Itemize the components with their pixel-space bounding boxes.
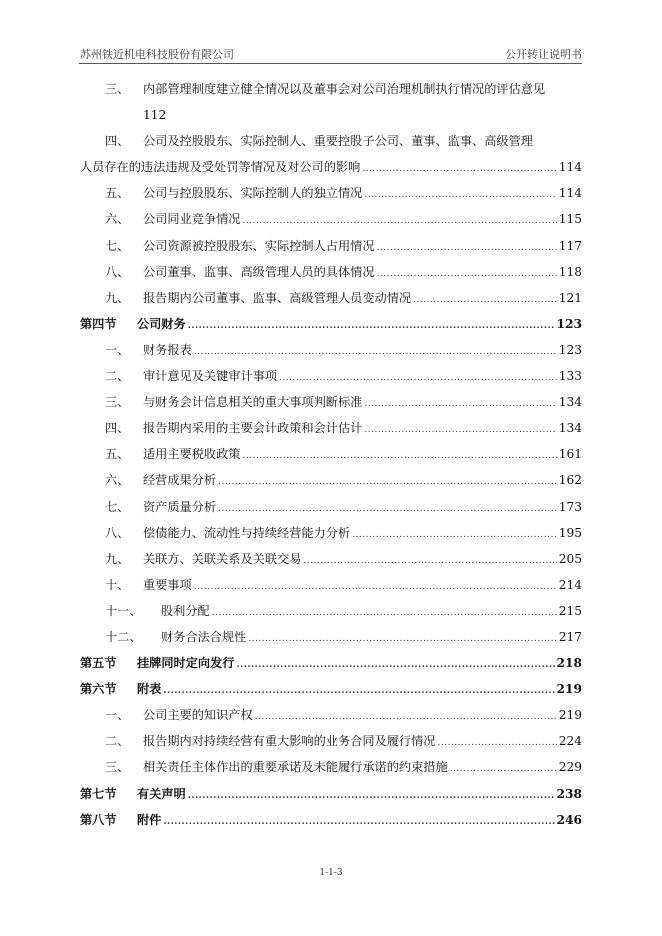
toc-entry[interactable] — [80, 572, 582, 598]
toc-entry-title: 财务合法合规性 — [161, 629, 247, 644]
dot-leader — [243, 443, 557, 469]
toc-entry-number: 七、 — [105, 499, 130, 514]
toc-entry-number: 九、 — [105, 551, 130, 566]
toc-entry-number: 三、 — [105, 760, 130, 775]
toc-entry[interactable] — [80, 206, 582, 232]
toc-entry[interactable] — [80, 76, 582, 102]
toc-section-number: 第八节 — [80, 812, 117, 827]
toc-section-page: 218 — [556, 656, 582, 671]
dot-leader — [438, 730, 557, 756]
toc-entry-number: 十一、 — [105, 603, 142, 618]
toc-entry-page: 121 — [558, 290, 582, 305]
toc-section-title: 附表 — [137, 682, 162, 697]
toc-entry[interactable] — [80, 233, 582, 259]
toc-entry-number: 一、 — [105, 708, 130, 723]
toc-section-title: 挂牌同时定向发行 — [137, 656, 235, 671]
toc-entry[interactable] — [80, 624, 582, 650]
toc-entry-number: 三、 — [105, 82, 130, 96]
toc-entry-title: 报告期内对持续经营有重大影响的业务合同及履行情况 — [143, 734, 436, 749]
toc-entry-title: 公司主要的知识产权 — [143, 708, 253, 723]
toc-entry-title: 财务报表 — [143, 342, 192, 357]
toc-entry-title: 经营成果分析 — [143, 473, 217, 488]
toc-entry-page: 133 — [558, 369, 582, 384]
toc-entry-continuation[interactable] — [80, 154, 582, 180]
toc-section-number: 第六节 — [80, 682, 117, 697]
toc-entry-number: 九、 — [105, 290, 130, 305]
dot-leader — [279, 365, 557, 391]
toc-entry-page: 217 — [558, 629, 582, 644]
toc-entry-title-cont: 人员存在的违法违规及受处罚等情况及对公司的影响 — [80, 160, 361, 175]
toc-entry-title: 报告期内采用的主要会计政策和会计估计 — [143, 421, 363, 436]
toc-entry-page: 173 — [558, 499, 582, 514]
toc-entry-title: 公司同业竞争情况 — [143, 212, 241, 227]
toc-entry[interactable] — [80, 363, 582, 389]
toc-entry[interactable] — [80, 128, 582, 154]
toc-entry-title: 股利分配 — [161, 603, 210, 618]
dot-leader — [243, 208, 557, 234]
toc-entry-title: 公司资源被控股股东、实际控制人占用情况 — [143, 238, 375, 253]
toc-entry[interactable] — [80, 520, 582, 546]
dot-leader — [163, 809, 554, 835]
toc-section[interactable] — [80, 807, 582, 833]
dot-leader — [413, 287, 557, 313]
toc-section-number: 第四节 — [80, 316, 117, 331]
dot-leader — [450, 756, 557, 782]
header-divider — [79, 63, 582, 64]
dot-leader — [163, 678, 554, 704]
toc-entry-number: 二、 — [105, 369, 130, 384]
toc-entry-title: 适用主要税收政策 — [143, 447, 241, 462]
toc-section[interactable] — [80, 676, 582, 702]
dot-leader — [212, 600, 557, 626]
toc-entry-title: 内部管理制度建立健全情况以及董事会对公司治理机制执行情况的评估意见 — [143, 82, 546, 96]
toc-entry-title: 与财务会计信息相关的重大事项判断标准 — [143, 395, 363, 410]
toc-entry[interactable] — [80, 389, 582, 415]
toc-entry-title: 资产质量分析 — [143, 499, 217, 514]
toc-entry-page: 219 — [558, 708, 582, 723]
toc-entry-title: 公司与控股股东、实际控制人的独立情况 — [143, 186, 363, 201]
toc-section-title: 有关声明 — [137, 786, 186, 801]
dot-leader — [188, 313, 555, 339]
toc-entry-page: 162 — [558, 473, 582, 488]
dot-leader — [255, 704, 557, 730]
dot-leader — [194, 574, 557, 600]
toc-entry-page: 134 — [558, 421, 582, 436]
toc-entry-title: 偿债能力、流动性与持续经营能力分析 — [143, 525, 351, 540]
toc-entry-title: 公司及控股股东、实际控制人、重要控股子公司、董事、监事、高级管理 — [143, 134, 533, 149]
toc-entry[interactable] — [80, 180, 582, 206]
toc-entry-page: 123 — [558, 342, 582, 357]
toc-entry-number: 七、 — [105, 238, 130, 253]
dot-leader — [364, 417, 556, 443]
toc-entry[interactable] — [80, 494, 582, 520]
toc-entry[interactable] — [80, 598, 582, 624]
toc-entry-title: 关联方、关联关系及关联交易 — [143, 551, 302, 566]
toc-section-page: 123 — [556, 316, 582, 331]
toc-entry-continuation — [80, 102, 582, 128]
dot-leader — [352, 522, 557, 548]
toc-entry-page: 115 — [558, 212, 582, 227]
toc-entry[interactable] — [80, 337, 582, 363]
toc-entry[interactable] — [80, 728, 582, 754]
toc-section[interactable] — [80, 311, 582, 337]
dot-leader — [248, 626, 556, 652]
header-company: 苏州铁近机电科技股份有限公司 — [80, 48, 234, 61]
toc-entry-title: 相关责任主体作出的重要承诺及未能履行承诺的约束措施 — [143, 760, 448, 775]
toc-entry[interactable] — [80, 259, 582, 285]
page-number: 1-1-3 — [319, 868, 343, 878]
toc-entry-number: 四、 — [105, 421, 130, 436]
toc-entry[interactable] — [80, 546, 582, 572]
dot-leader — [362, 156, 556, 182]
toc-entry-page: 134 — [558, 395, 582, 410]
dot-leader — [364, 182, 556, 208]
table-of-contents — [80, 76, 582, 833]
header-doc-type: 公开转让说明书 — [505, 48, 582, 61]
toc-entry-page: 205 — [558, 551, 582, 566]
dot-leader — [237, 652, 555, 678]
toc-entry-page: 112 — [143, 108, 167, 123]
toc-entry[interactable] — [80, 754, 582, 780]
toc-entry-number: 十、 — [105, 577, 130, 592]
toc-section[interactable] — [80, 650, 582, 676]
toc-section-page: 238 — [556, 786, 582, 801]
toc-entry-page: 224 — [558, 734, 582, 749]
dot-leader — [218, 469, 557, 495]
toc-entry-number: 一、 — [105, 342, 130, 357]
toc-section-number: 第七节 — [80, 786, 117, 801]
toc-entry-number: 三、 — [105, 395, 130, 410]
toc-entry-page: 215 — [558, 603, 582, 618]
toc-entry-title: 审计意见及关键审计事项 — [143, 369, 278, 384]
toc-entry[interactable] — [80, 285, 582, 311]
toc-entry-page: 229 — [558, 760, 582, 775]
toc-entry[interactable] — [80, 467, 582, 493]
toc-entry[interactable] — [80, 702, 582, 728]
dot-leader — [377, 261, 557, 287]
dot-leader — [218, 496, 557, 522]
toc-entry-number: 五、 — [105, 447, 130, 462]
toc-entry-number: 二、 — [105, 734, 130, 749]
toc-entry-page: 161 — [558, 447, 582, 462]
toc-section-page: 219 — [556, 682, 582, 697]
toc-entry-number: 八、 — [105, 264, 130, 279]
dot-leader — [377, 235, 557, 261]
dot-leader — [303, 548, 556, 574]
toc-entry-number: 五、 — [105, 186, 130, 201]
toc-entry-page: 118 — [558, 264, 582, 279]
toc-entry-number: 六、 — [105, 473, 130, 488]
toc-entry[interactable] — [80, 441, 582, 467]
toc-entry-title: 报告期内公司董事、监事、高级管理人员变动情况 — [143, 290, 412, 305]
toc-entry-number: 八、 — [105, 525, 130, 540]
toc-entry-page: 117 — [558, 238, 582, 253]
toc-section[interactable] — [80, 781, 582, 807]
dot-leader — [364, 391, 556, 417]
toc-entry-title: 重要事项 — [143, 577, 192, 592]
toc-section-number: 第五节 — [80, 656, 117, 671]
dot-leader — [194, 339, 557, 365]
toc-entry-page: 114 — [558, 160, 582, 175]
toc-section-page: 246 — [556, 812, 582, 827]
dot-leader — [188, 783, 555, 809]
toc-entry-number: 四、 — [105, 134, 130, 149]
toc-entry-page: 195 — [558, 525, 582, 540]
toc-section-title: 公司财务 — [137, 316, 186, 331]
toc-entry[interactable] — [80, 415, 582, 441]
toc-entry-number: 十二、 — [105, 629, 142, 644]
toc-entry-number: 六、 — [105, 212, 130, 227]
toc-entry-page: 114 — [558, 186, 582, 201]
toc-section-title: 附件 — [137, 812, 162, 827]
toc-entry-page: 214 — [558, 577, 582, 592]
toc-entry-title: 公司董事、监事、高级管理人员的具体情况 — [143, 264, 375, 279]
